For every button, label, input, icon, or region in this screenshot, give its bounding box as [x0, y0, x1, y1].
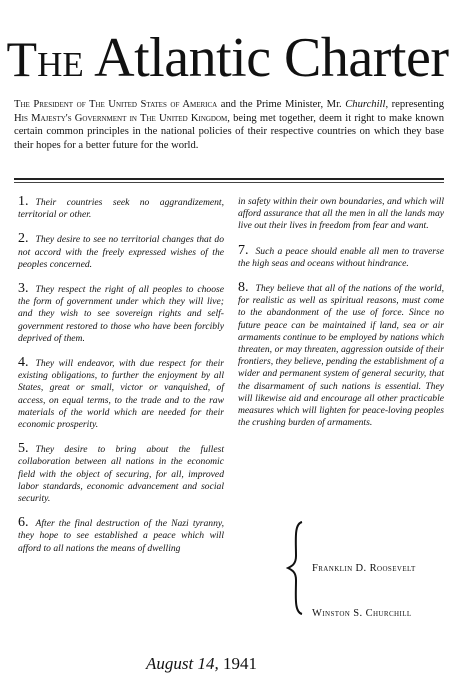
preamble-usa: The United States of America — [88, 99, 218, 110]
point-8 — [238, 282, 444, 429]
divider-thick — [14, 178, 444, 180]
divider-thin — [14, 182, 444, 183]
title-article: The — [6, 31, 84, 87]
document-title — [0, 28, 455, 89]
left-column — [18, 196, 224, 567]
point-number: 8. — [238, 280, 249, 296]
point-3 — [18, 283, 224, 345]
point-number: 4. — [18, 355, 29, 371]
signature-roosevelt: Franklin D. Roosevelt — [312, 563, 416, 574]
point-text: They believe that all of the nations of the world, for realistic as well as spiritual reasons, must come to the abandonment of the use of force. Since no future peace can be maintained if land, sea or air armaments continue to be employed by nations which threaten, or may threaten, aggression outside of their frontiers, they believe, pending the establishment of a wider and permanent system of general security, that the disarmament of such nations is essential. They will likewise aid and encourage all other practicable measures which will lighten for peace-loving peoples the crushing burden of armaments. — [238, 283, 444, 429]
point-number: 5. — [18, 441, 29, 457]
point-text: They desire to bring about the fullest collaboration between all nations in the economic field with the object of securing, for all, improved labor standards, economic advancement and social security. — [18, 444, 224, 505]
preamble-text: and the Prime Minister, Mr. — [217, 99, 346, 110]
point-4 — [18, 357, 224, 431]
title-main: Atlantic Charter — [94, 27, 449, 89]
point-number: 7. — [238, 242, 249, 258]
date-year: 1941 — [222, 654, 257, 673]
preamble-text: , representing — [385, 99, 445, 110]
point-6 — [18, 517, 224, 555]
point-5 — [18, 443, 224, 505]
preamble-churchill: Churchill — [345, 99, 386, 110]
document-date — [146, 654, 257, 674]
right-column — [238, 196, 444, 441]
point-text: They respect the right of all peoples to choose the form of government under which they will live; and they wish to see sovereign rights and self-government restored to those who have been forcibly deprived of them. — [18, 284, 224, 344]
signature-churchill: Winston S. Churchill — [312, 608, 412, 619]
point-6-continued — [238, 196, 444, 233]
preamble-text: , being met together, deem it right to make known certain common principles in the national policies of their respective countries on which they base their hopes for a better future for the world. — [14, 112, 444, 151]
point-text: They will endeavor, with due respect for their existing obligations, to further the enjoyment by all States, great or small, victor or vanquished, of access, on equal terms, to the trade and to the raw materials of the world which are needed for their economic prosperity. — [18, 358, 224, 431]
point-text: They desire to see no territorial changes that do not accord with the freely expressed wishes of the peoples concerned. — [18, 234, 224, 270]
point-7 — [238, 242, 444, 270]
preamble-paragraph — [14, 98, 444, 152]
point-text: After the final destruction of the Nazi tyranny, they hope to see established a peace which will afford to all nations the means of dwelling — [18, 518, 224, 554]
brace-icon — [286, 520, 306, 616]
point-text: Their countries seek no aggrandizement, territorial or other. — [18, 197, 224, 221]
point-2 — [18, 233, 224, 271]
point-number: 6. — [18, 515, 29, 531]
point-number: 3. — [18, 281, 29, 297]
preamble-text: The President of — [14, 99, 89, 110]
point-number: 2. — [18, 231, 29, 247]
point-1 — [18, 196, 224, 221]
point-text: in safety within their own boundaries, and which will afford assurance that all the men in all the lands may live out their lives in freedom from fear and want. — [238, 196, 444, 232]
preamble-hmg: His Majesty's Government in The United Kingdom — [14, 112, 228, 124]
point-text: Such a peace should enable all men to traverse the high seas and oceans without hindrance. — [238, 245, 444, 269]
date-month-day: August 14, — [146, 654, 219, 673]
point-number: 1. — [18, 194, 29, 209]
